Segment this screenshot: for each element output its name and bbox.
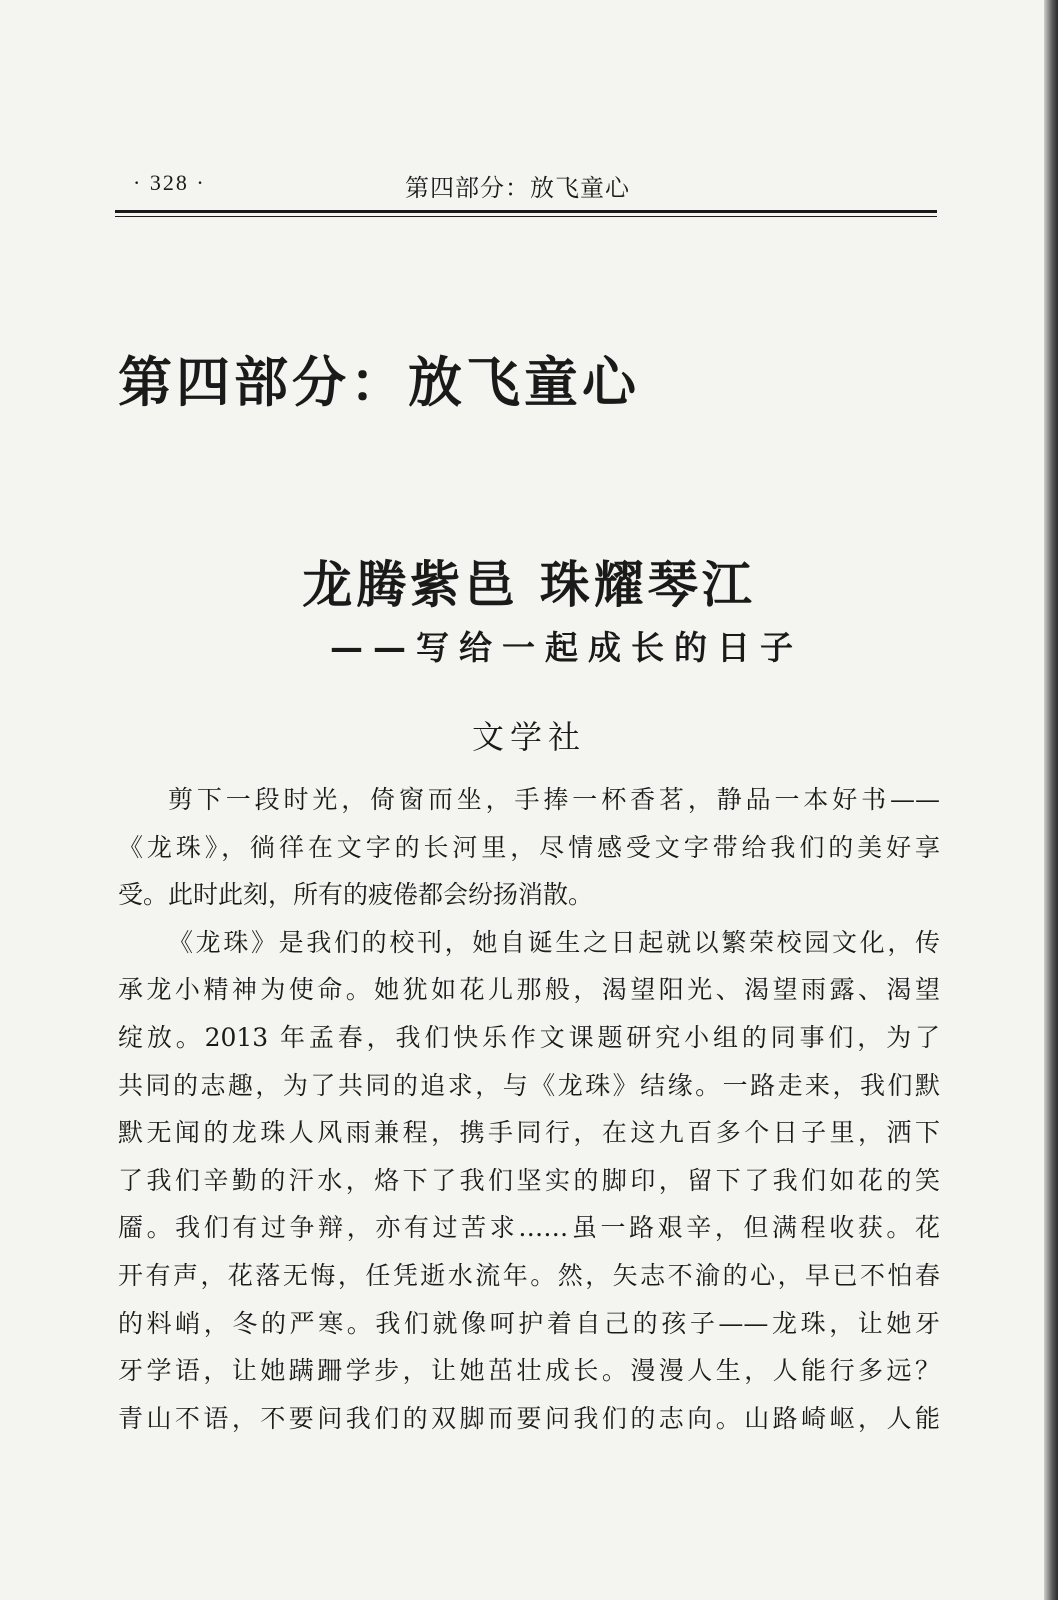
article-title: 龙腾紫邑 珠耀琴江 [302,555,756,614]
body-line: 青山不语，不要问我们的双脚而要问我们的志向。山路崎岖，人能 [118,1403,940,1433]
body-line: 默无闻的龙珠人风雨兼程，携手同行，在这九百多个日子里，洒下 [118,1118,940,1148]
article-subtitle: ——写给一起成长的日子 [330,628,803,667]
body-line: 共同的志趣，为了共同的追求，与《龙珠》结缘。一路走来，我们默 [118,1070,940,1100]
body-line: 了我们辛勤的汗水，烙下了我们坚实的脚印，留下了我们如花的笑 [118,1165,940,1195]
body-line: 《龙珠》，徜徉在文字的长河里，尽情感受文字带给我们的美好享 [118,832,940,862]
running-head-title: 第四部分：放飞童心 [405,174,630,202]
running-head [115,170,937,210]
body-line: 剪下一段时光，倚窗而坐，手捧一杯香茗，静品一本好书—— [168,785,940,814]
body-line: 牙学语，让她蹒跚学步，让她茁壮成长。漫漫人生，人能行多远？ [118,1356,940,1386]
header-rule-thick [115,210,937,213]
article-author: 文学社 [471,718,586,756]
body-line: 开有声，花落无悔，任凭逝水流年。然，矢志不渝的心，早已不怕春 [118,1260,940,1290]
article-body [118,776,940,1442]
body-line: 靥。我们有过争辩，亦有过苦求……虽一路艰辛，但满程收获。花 [118,1213,940,1243]
body-line: 受。此时此刻，所有的疲倦都会纷扬消散。 [118,880,594,910]
part-title: 第四部分：放飞童心 [118,351,640,414]
body-line: 绽放。2013 年孟春，我们快乐作文课题研究小组的同事们，为了 [118,1022,940,1052]
page-edge-shadow [1044,0,1058,1600]
body-line: 的料峭，冬的严寒。我们就像呵护着自己的孩子——龙珠，让她牙 [118,1308,940,1338]
header-rule-thin [115,216,937,217]
body-line: 《龙珠》是我们的校刊，她自诞生之日起就以繁荣校园文化，传 [168,927,940,957]
body-line: 承龙小精神为使命。她犹如花儿那般，渴望阳光、渴望雨露、渴望 [118,975,940,1005]
page-number: · 328 · [133,170,206,195]
